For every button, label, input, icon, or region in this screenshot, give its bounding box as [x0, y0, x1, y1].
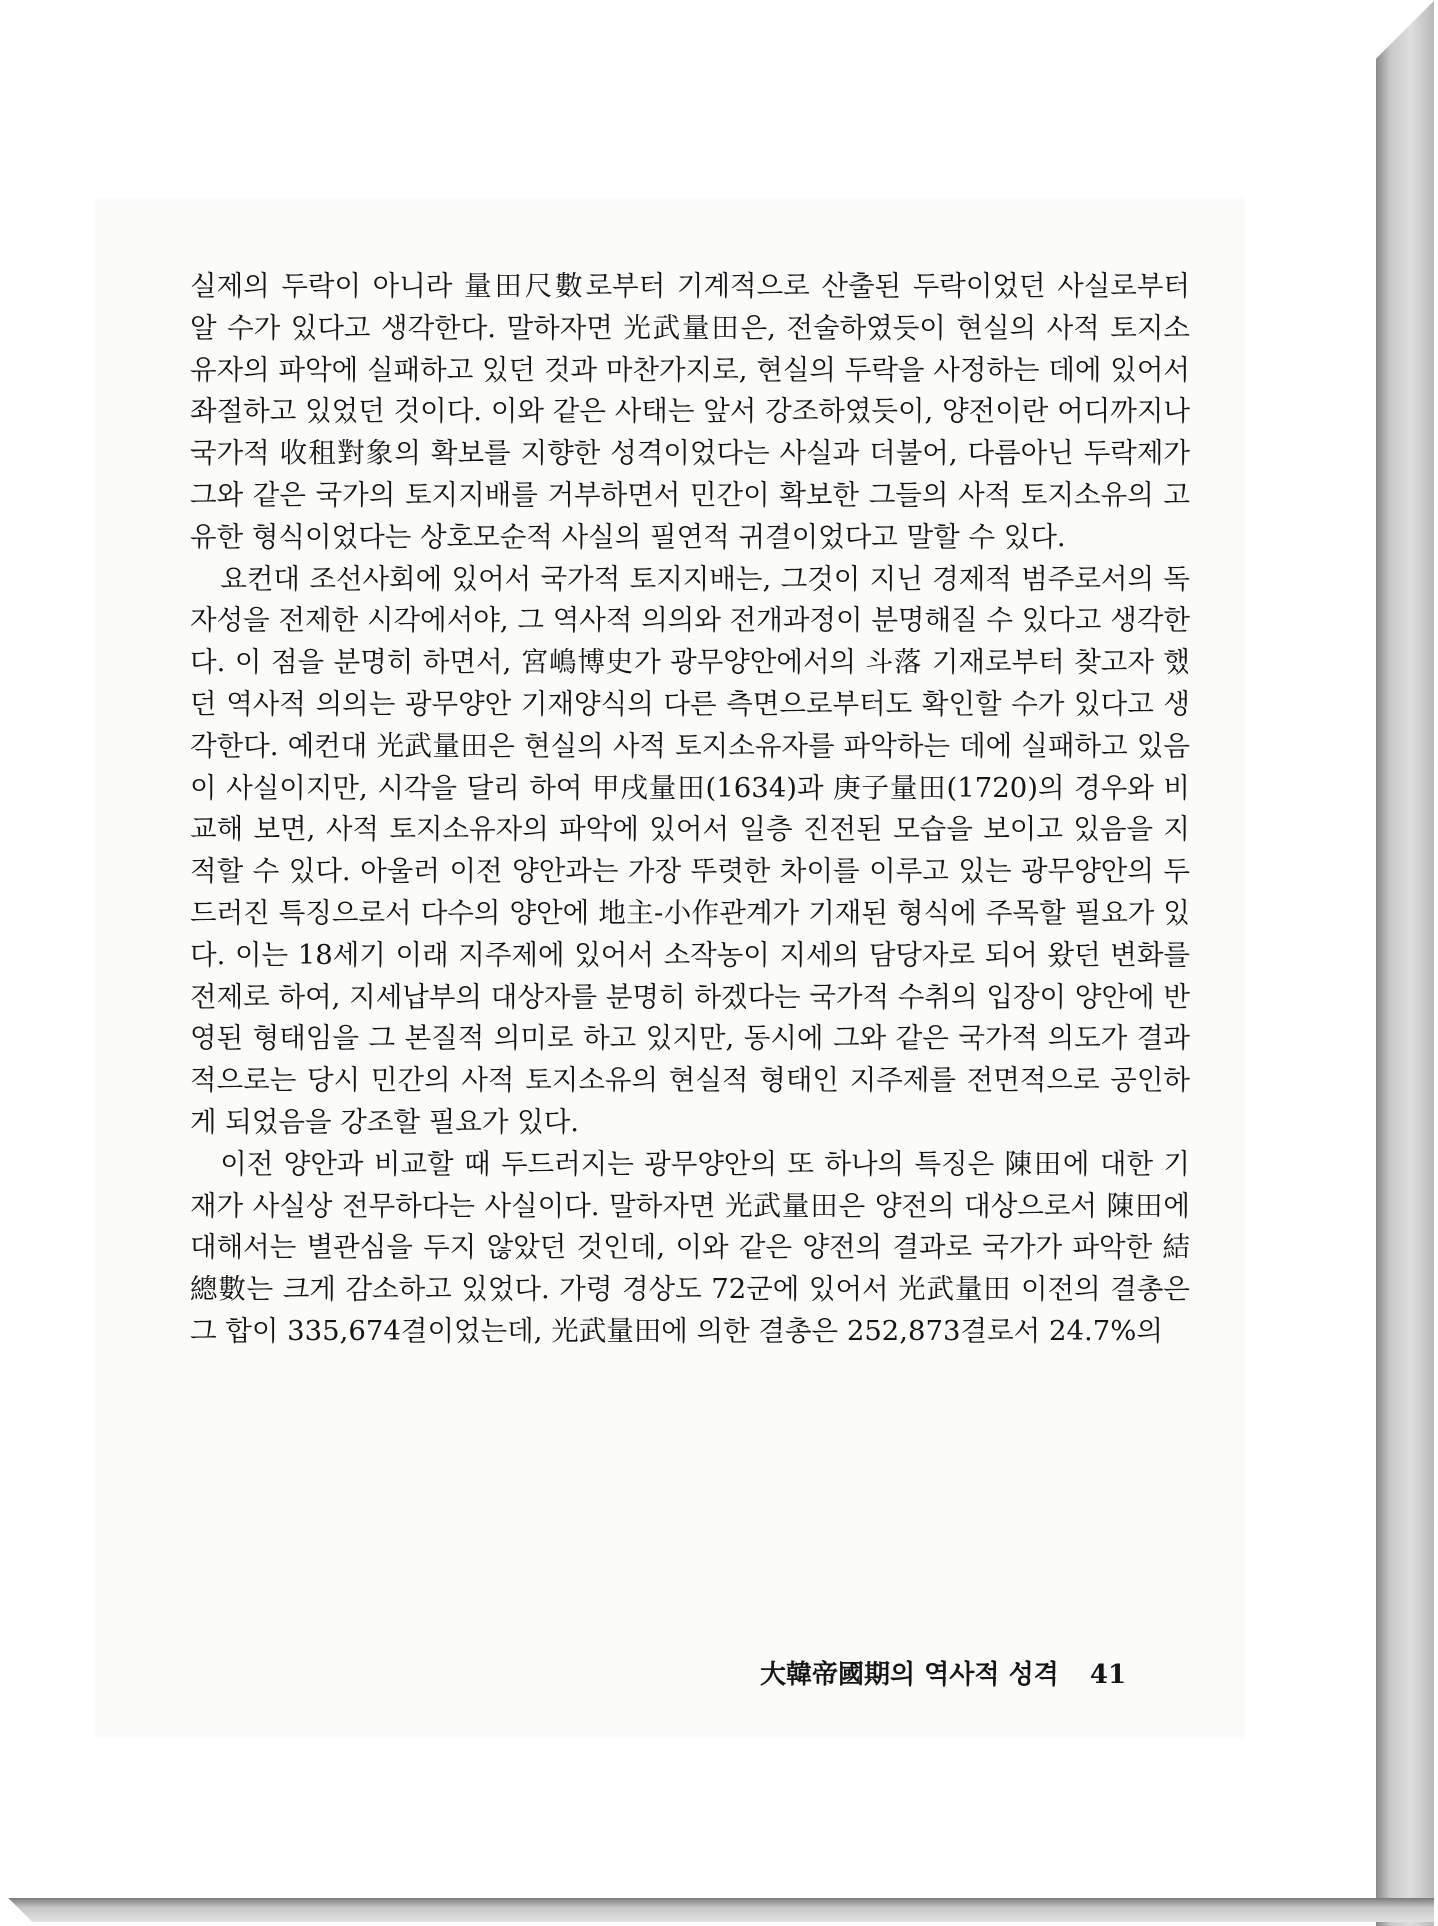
page-footer	[760, 1654, 1160, 1694]
page-number: 41	[1089, 1660, 1127, 1690]
page-edge-right	[1376, 0, 1434, 1926]
page-edge-bottom	[0, 1898, 1434, 1922]
paragraph-1: 실제의 두락이 아니라 量田尺數로부터 기계적으로 산출된 두락이었던 사실로부터 알 수가 있다고 생각한다. 말하자면 光武量田은, 전술하였듯이 현실의 사적 토지소유자의 파악에 실패하고 있던 것과 마찬가지로, 현실의 두락을 사정하는 데에 있어서 좌절하고 있었던 것이다. 이와 같은 사태는 앞서 강조하였듯이, 양전이란 어디까지나 국가적 收租對象의 확보를 지향한 성격이었다는 사실과 더불어, 다름아닌 두락제가 그와 같은 국가의 토지지배를 거부하면서 민간이 확보한 그들의 사적 토지소유의 고유한 형식이었다는 상호모순적 사실의 필연적 귀결이었다고 말할 수 있다.	[190, 270, 1190, 553]
page-edge-corner	[1376, 0, 1434, 60]
paragraph-2: 요컨대 조선사회에 있어서 국가적 토지지배는, 그것이 지닌 경제적 범주로서의 독자성을 전제한 시각에서야, 그 역사적 의의와 전개과정이 분명해질 수 있다고 생각한다. 이 점을 분명히 하면서, 宮嶋博史가 광무양안에서의 斗落 기재로부터 찾고자 했던 역사적 의의는 광무양안 기재양식의 다른 측면으로부터도 확인할 수가 있다고 생각한다. 예컨대 光武量田은 현실의 사적 토지소유자를 파악하는 데에 실패하고 있음이 사실이지만, 시각을 달리 하여 甲戌量田(1634)과 庚子量田(1720)의 경우와 비교해 보면, 사적 토지소유자의 파악에 있어서 일층 진전된 모습을 보이고 있음을 지적할 수 있다. 아울러 이전 양안과는 가장 뚜렷한 차이를 이루고 있는 광무양안의 두드러진 특징으로서 다수의 양안에 地主-小作관계가 기재된 형식에 주목할 필요가 있다. 이는 18세기 이래 지주제에 있어서 소작농이 지세의 담당자로 되어 왔던 변화를 전제로 하여, 지세납부의 대상자를 분명히 하겠다는 국가적 수취의 입장이 양안에 반영된 형태임을 그 본질적 의미로 하고 있지만, 동시에 그와 같은 국가적 의도가 결과적으로는 당시 민간의 사적 토지소유의 현실적 형태인 지주제를 전면적으로 공인하게 되었음을 강조할 필요가 있다.	[190, 562, 1190, 1138]
paragraph-3: 이전 양안과 비교할 때 두드러지는 광무양안의 또 하나의 특징은 陳田에 대한 기재가 사실상 전무하다는 사실이다. 말하자면 光武量田은 양전의 대상으로서 陳田에 대해서는 별관심을 두지 않았던 것인데, 이와 같은 양전의 결과로 국가가 파악한 結總數는 크게 감소하고 있었다. 가령 경상도 72군에 있어서 光武量田 이전의 결총은 그 합이 335,674결이었는데, 光武量田에 의한 결총은 252,873결로서 24.7%의	[190, 1147, 1190, 1347]
running-title: 大韓帝國期의 역사적 성격	[760, 1660, 1059, 1690]
body-text	[190, 266, 1190, 1353]
page-edge-bottom-corner	[0, 1898, 40, 1922]
